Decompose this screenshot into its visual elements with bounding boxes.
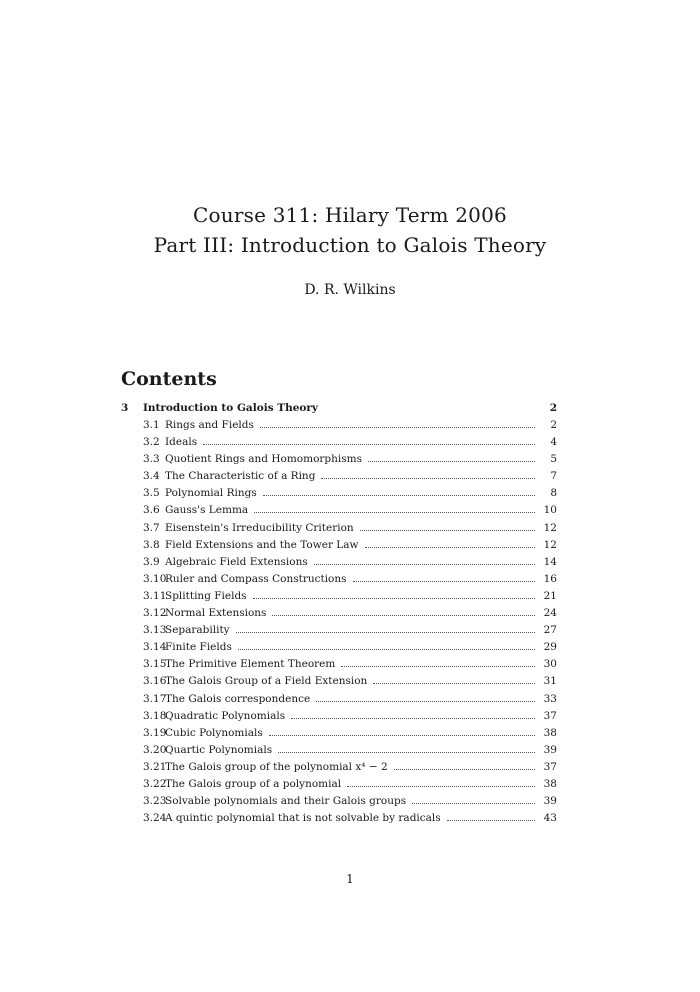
toc-section-number: 3.18 (143, 709, 167, 722)
toc-section-page: 21 (543, 589, 557, 602)
toc-dot-leader (360, 529, 535, 531)
toc-dot-leader (203, 443, 535, 445)
table-of-contents (121, 402, 557, 829)
toc-section-title: Gauss's Lemma (165, 504, 249, 517)
toc-section-entry[interactable] (121, 778, 557, 795)
toc-section-entry[interactable] (121, 504, 557, 521)
contents-heading: Contents (121, 368, 217, 390)
toc-section-entry[interactable] (121, 744, 557, 761)
toc-section-title: Quartic Polynomials (165, 743, 273, 756)
toc-dot-leader (321, 477, 535, 479)
toc-section-number: 3.8 (143, 538, 160, 551)
toc-dot-leader (269, 734, 535, 736)
toc-chapter-page: 2 (549, 402, 557, 414)
toc-section-title: Rings and Fields (165, 419, 254, 431)
part-title: Part III: Introduction to Galois Theory (153, 233, 547, 257)
toc-section-entry[interactable] (121, 487, 557, 504)
toc-section-page: 10 (543, 504, 557, 517)
toc-section-entry[interactable] (121, 453, 557, 470)
toc-section-title: A quintic polynomial that is not solvable by radicals (165, 812, 441, 825)
toc-section-title: Ideals (165, 436, 198, 449)
toc-section-page: 37 (543, 760, 557, 773)
toc-section-page: 12 (543, 538, 557, 551)
toc-dot-leader (272, 614, 535, 616)
toc-section-number: 3.9 (143, 555, 160, 568)
toc-section-page: 39 (543, 743, 557, 756)
toc-dot-leader (365, 546, 535, 548)
toc-section-entry[interactable] (121, 624, 557, 641)
title-block (0, 200, 700, 298)
author-name: D. R. Wilkins (304, 282, 396, 298)
toc-section-entry[interactable] (121, 573, 557, 590)
toc-section-entry[interactable] (121, 761, 557, 778)
toc-section-entry[interactable] (121, 795, 557, 812)
toc-section-entry[interactable] (121, 675, 557, 692)
toc-section-number: 3.13 (143, 624, 167, 637)
toc-dot-leader (253, 597, 535, 599)
toc-section-number: 3.11 (143, 589, 167, 602)
toc-section-number: 3.4 (143, 470, 160, 483)
toc-dot-leader (260, 426, 535, 428)
toc-dot-leader (341, 665, 535, 667)
toc-section-entry[interactable] (121, 556, 557, 573)
toc-dot-leader (347, 785, 535, 787)
toc-section-entry[interactable] (121, 539, 557, 556)
toc-section-number: 3.15 (143, 658, 167, 671)
toc-section-number: 3.6 (143, 504, 160, 517)
toc-section-entry[interactable] (121, 710, 557, 727)
toc-section-page: 43 (543, 812, 557, 825)
toc-section-page: 30 (543, 658, 557, 671)
toc-dot-leader (368, 460, 535, 462)
toc-section-page: 27 (543, 624, 557, 637)
toc-section-number: 3.10 (143, 572, 167, 585)
toc-section-title: Eisenstein's Irreducibility Criterion (165, 521, 354, 534)
toc-section-page: 12 (543, 521, 557, 534)
toc-dot-leader (394, 768, 535, 770)
toc-section-entry[interactable] (121, 436, 557, 453)
toc-section-entry[interactable] (121, 470, 557, 487)
toc-dot-leader (412, 802, 535, 804)
toc-dot-leader (291, 717, 535, 719)
toc-section-number: 3.2 (143, 436, 160, 449)
toc-section-page: 39 (543, 795, 557, 808)
toc-section-page: 14 (543, 555, 557, 568)
toc-section-title: Quotient Rings and Homomorphisms (165, 453, 362, 466)
toc-section-number: 3.20 (143, 743, 167, 756)
toc-section-title: The Galois group of the polynomial x⁴ − 2 (165, 760, 388, 773)
toc-section-page: 29 (543, 641, 557, 654)
toc-section-page: 4 (550, 436, 557, 449)
toc-section-entry[interactable] (121, 607, 557, 624)
toc-section-entry[interactable] (121, 590, 557, 607)
toc-section-title: Finite Fields (165, 641, 232, 654)
toc-section-number: 3.24 (143, 812, 167, 825)
toc-section-entry[interactable] (121, 658, 557, 675)
toc-dot-leader (263, 494, 535, 496)
toc-section-page: 5 (550, 453, 557, 466)
toc-section-page: 37 (543, 709, 557, 722)
course-title: Course 311: Hilary Term 2006 (193, 203, 507, 227)
toc-section-title: Algebraic Field Extensions (165, 555, 308, 568)
toc-section-number: 3.21 (143, 760, 167, 773)
toc-chapter-number: 3 (121, 402, 129, 414)
toc-dot-leader (254, 511, 535, 513)
toc-section-page: 7 (550, 470, 557, 483)
toc-section-title: Separability (165, 624, 230, 637)
toc-section-entry[interactable] (121, 641, 557, 658)
toc-section-page: 33 (543, 692, 557, 705)
toc-section-title: Quadratic Polynomials (165, 709, 286, 722)
toc-section-title: The Galois Group of a Field Extension (165, 675, 368, 688)
toc-section-title: Polynomial Rings (165, 487, 257, 500)
toc-section-title: The Primitive Element Theorem (165, 658, 336, 671)
toc-section-number: 3.19 (143, 726, 167, 739)
toc-section-title: The Galois group of a polynomial (165, 777, 342, 790)
toc-dot-leader (316, 700, 535, 702)
toc-section-page: 16 (543, 572, 557, 585)
toc-section-page: 38 (543, 777, 557, 790)
toc-chapter-entry[interactable] (121, 402, 557, 419)
toc-dot-leader (447, 819, 535, 821)
toc-section-page: 31 (543, 675, 557, 688)
toc-section-title: Normal Extensions (165, 607, 267, 620)
toc-section-title: Cubic Polynomials (165, 726, 263, 739)
toc-section-page: 8 (550, 487, 557, 500)
toc-section-page: 24 (543, 607, 557, 620)
toc-section-entry[interactable] (121, 522, 557, 539)
toc-section-number: 3.22 (143, 777, 167, 790)
toc-section-page: 2 (550, 419, 557, 431)
toc-dot-leader (278, 751, 535, 753)
toc-section-title: Splitting Fields (165, 589, 247, 602)
toc-chapter-title: Introduction to Galois Theory (143, 402, 319, 414)
toc-section-title: Solvable polynomials and their Galois groups (165, 795, 407, 808)
toc-section-number: 3.16 (143, 675, 167, 688)
toc-section-list (121, 419, 557, 829)
toc-section-number: 3.14 (143, 641, 167, 654)
toc-section-page: 38 (543, 726, 557, 739)
toc-section-number: 3.17 (143, 692, 167, 705)
page-number: 1 (346, 872, 354, 886)
toc-section-number: 3.3 (143, 453, 160, 466)
toc-section-entry[interactable] (121, 693, 557, 710)
toc-section-entry[interactable] (121, 812, 557, 829)
toc-section-title: Field Extensions and the Tower Law (165, 538, 359, 551)
toc-dot-leader (236, 631, 535, 633)
toc-dot-leader (373, 682, 535, 684)
toc-section-title: The Galois correspondence (165, 692, 311, 705)
toc-section-number: 3.7 (143, 521, 160, 534)
toc-section-entry[interactable] (121, 419, 557, 436)
toc-dot-leader (353, 580, 535, 582)
toc-section-title: The Characteristic of a Ring (165, 470, 316, 483)
toc-dot-leader (238, 648, 535, 650)
toc-section-number: 3.1 (143, 419, 160, 431)
toc-section-entry[interactable] (121, 727, 557, 744)
toc-section-title: Ruler and Compass Constructions (165, 572, 347, 585)
toc-section-number: 3.5 (143, 487, 160, 500)
toc-dot-leader (314, 563, 535, 565)
toc-section-number: 3.23 (143, 795, 167, 808)
toc-section-number: 3.12 (143, 607, 167, 620)
